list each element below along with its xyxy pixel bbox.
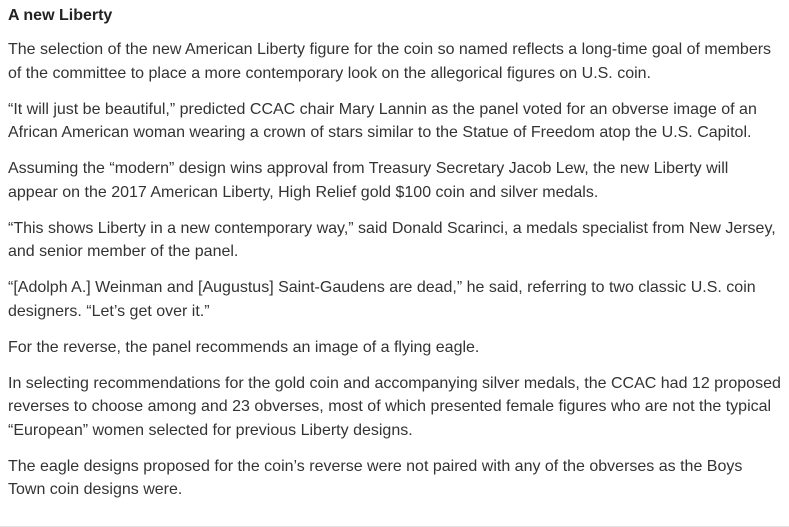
article-paragraph-4: “This shows Liberty in a new contemporary way,” said Donald Scarinci, a medals specialist from New Jersey, and senior member of the panel. (8, 219, 776, 260)
article-paragraph-8: The eagle designs proposed for the coin’s reverse were not paired with any of the obverses as the Boys Town coin designs were. (8, 457, 743, 498)
article-paragraph-2: “It will just be beautiful,” predicted CCAC chair Mary Lannin as the panel voted for an obverse image of an African American woman wearing a crown of stars similar to the Statue of Freedom atop the U.S. Capitol. (8, 100, 757, 141)
article-paragraph-7: In selecting recommendations for the gold coin and accompanying silver medals, the CCAC had 12 proposed reverses to choose among and 23 obverses, most of which presented female figures who are not the typical “European” women selected for previous Liberty designs. (8, 374, 781, 439)
article-heading: A new Liberty (8, 7, 113, 24)
article-paragraph-1: The selection of the new American Liberty figure for the coin so named reflects a long-time goal of members of the committee to place a more contemporary look on the allegorical figures on U.S. coin. (8, 41, 772, 82)
article-paragraph-3: Assuming the “modern” design wins approval from Treasury Secretary Jacob Lew, the new Liberty will appear on the 2017 American Liberty, High Relief gold $100 coin and silver medals. (8, 160, 729, 201)
article-paragraph-5: “[Adolph A.] Weinman and [Augustus] Saint-Gaudens are dead,” he said, referring to two classic U.S. coin designers. “Let’s get over it.” (8, 279, 756, 320)
article-paragraph-6: For the reverse, the panel recommends an image of a flying eagle. (8, 338, 480, 356)
